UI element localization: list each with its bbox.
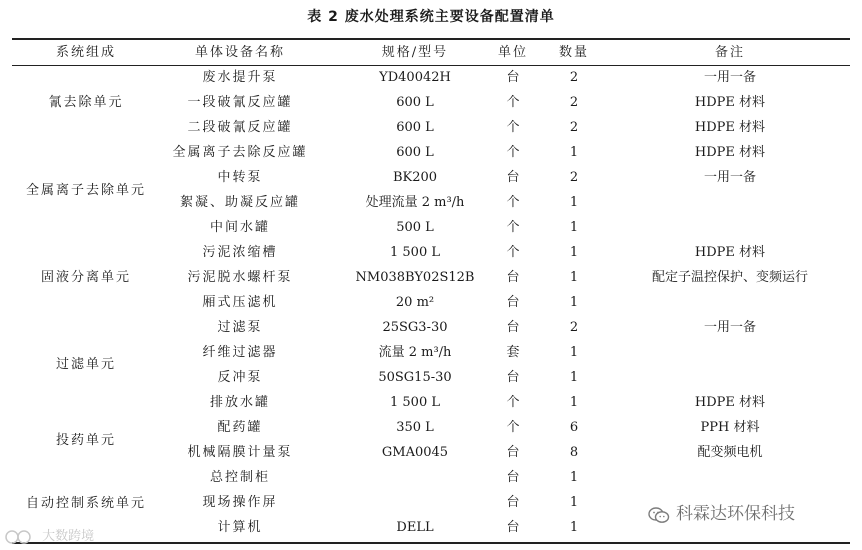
row-18-quantity: 1: [569, 495, 579, 510]
row-4-equipment-name: 全属离子去除反应罐: [172, 145, 308, 160]
row-18-unit: 台: [506, 495, 520, 510]
row-3-equipment-name: 二段破氰反应罐: [187, 120, 293, 135]
row-1-unit: 台: [506, 70, 520, 85]
row-19-quantity: 1: [569, 520, 579, 535]
row-17-equipment-name: 总控制柜: [209, 470, 270, 485]
row-10-unit: 台: [506, 295, 520, 310]
group-cyanide: 氰去除单元: [48, 95, 124, 110]
watermark-right-text: 科霖达环保科技: [676, 504, 795, 524]
row-16-equipment-name: 机械隔膜计量泵: [187, 445, 293, 460]
group-filtration: 过滤单元: [55, 357, 116, 372]
row-6-note: [610, 190, 850, 215]
row-5-note: 一用一备: [703, 170, 756, 185]
group-solid-liquid: 固液分离单元: [40, 270, 131, 285]
header-unit: 单位: [497, 45, 528, 60]
row-14-note: HDPE 材料: [694, 395, 766, 410]
row-18-equipment-name: 现场操作屏: [202, 495, 278, 510]
row-3-note: HDPE 材料: [694, 120, 766, 135]
header-qty: 数量: [558, 45, 589, 60]
row-2-unit: 个: [506, 95, 520, 110]
row-17-quantity: 1: [569, 470, 579, 485]
watermark-left: [4, 526, 94, 548]
row-2-equipment-name: 一段破氰反应罐: [187, 95, 293, 110]
row-15-spec: 350 L: [396, 420, 434, 435]
row-9-quantity: 1: [569, 270, 579, 285]
row-5-spec: BK200: [392, 170, 438, 185]
row-2-note: HDPE 材料: [694, 95, 766, 110]
row-7-note: [610, 215, 850, 240]
watermark-left-text: 大数跨境: [42, 529, 95, 544]
row-10-equipment-name: 厢式压滤机: [202, 295, 278, 310]
row-15-equipment-name: 配药罐: [217, 420, 263, 435]
row-13-spec: 50SG15-30: [378, 370, 452, 385]
table-title: 表 2 废水处理系统主要设备配置清单: [307, 9, 555, 25]
row-19-spec: DELL: [396, 520, 434, 535]
row-10-note: [610, 290, 850, 315]
row-4-quantity: 1: [569, 145, 579, 160]
row-4-unit: 个: [506, 145, 520, 160]
row-7-spec: 500 L: [396, 220, 434, 235]
row-1-quantity: 2: [569, 70, 579, 85]
row-15-quantity: 6: [569, 420, 579, 435]
row-6-equipment-name: 絮凝、助凝反应罐: [179, 195, 300, 210]
row-19-unit: 台: [506, 520, 520, 535]
bottom-rule: [12, 542, 850, 544]
row-13-unit: 台: [506, 370, 520, 385]
row-15-unit: 个: [506, 420, 520, 435]
row-11-spec: 25SG3-30: [382, 320, 448, 335]
row-17-unit: 台: [506, 470, 520, 485]
row-14-quantity: 1: [569, 395, 579, 410]
row-14-unit: 个: [506, 395, 520, 410]
row-12-note: [610, 340, 850, 365]
row-6-quantity: 1: [569, 195, 579, 210]
group-metal: 全属离子去除单元: [25, 183, 146, 198]
header-spec: 规格/型号: [381, 45, 449, 60]
row-12-unit: 套: [506, 345, 520, 360]
row-9-spec: NM038BY02S12B: [355, 270, 475, 285]
row-10-quantity: 1: [569, 295, 579, 310]
row-11-unit: 台: [506, 320, 520, 335]
row-8-unit: 个: [506, 245, 520, 260]
row-5-quantity: 2: [569, 170, 579, 185]
row-11-equipment-name: 过滤泵: [217, 320, 263, 335]
row-14-spec: 1 500 L: [390, 395, 440, 410]
row-2-quantity: 2: [569, 95, 579, 110]
row-8-spec: 1 500 L: [390, 245, 440, 260]
row-2-spec: 600 L: [396, 95, 434, 110]
row-16-quantity: 8: [569, 445, 579, 460]
row-7-equipment-name: 中间水罐: [209, 220, 270, 235]
row-3-spec: 600 L: [396, 120, 434, 135]
row-16-unit: 台: [506, 445, 520, 460]
header-equipment: 单体设备名称: [194, 45, 285, 60]
row-12-spec: 流量 2 m³/h: [378, 345, 452, 360]
row-15-note: PPH 材料: [700, 420, 760, 435]
row-5-equipment-name: 中转泵: [217, 170, 263, 185]
row-4-spec: 600 L: [396, 145, 434, 160]
group-control: 自动控制系统单元: [25, 496, 146, 511]
row-13-note: [610, 365, 850, 390]
row-9-equipment-name: 污泥脱水螺杆泵: [187, 270, 293, 285]
logo-icon: [4, 529, 42, 544]
row-16-note: 配变频电机: [697, 445, 763, 460]
row-5-unit: 台: [506, 170, 520, 185]
group-dosing: 投药单元: [55, 433, 116, 448]
row-3-quantity: 2: [569, 120, 579, 135]
row-7-unit: 个: [506, 220, 520, 235]
row-8-note: HDPE 材料: [694, 245, 766, 260]
header-note: 备注: [714, 45, 745, 60]
row-1-equipment-name: 废水提升泵: [202, 70, 278, 85]
row-14-equipment-name: 排放水罐: [209, 395, 270, 410]
row-16-spec: GMA0045: [381, 445, 449, 460]
row-13-quantity: 1: [569, 370, 579, 385]
row-12-quantity: 1: [569, 345, 579, 360]
row-3-unit: 个: [506, 120, 520, 135]
row-8-equipment-name: 污泥浓缩槽: [202, 245, 278, 260]
row-11-note: 一用一备: [703, 320, 756, 335]
row-9-unit: 台: [506, 270, 520, 285]
row-17-note: [610, 465, 850, 490]
row-9-note: 配定子温控保护、变频运行: [651, 270, 808, 285]
row-1-spec: YD40042H: [379, 70, 451, 85]
watermark-right: [648, 500, 795, 528]
row-1-note: 一用一备: [703, 70, 756, 85]
row-4-note: HDPE 材料: [694, 145, 766, 160]
row-6-unit: 个: [506, 195, 520, 210]
wechat-icon: [648, 505, 670, 523]
row-8-quantity: 1: [569, 245, 579, 260]
row-12-equipment-name: 纤维过滤器: [202, 345, 278, 360]
header-system: 系统组成: [55, 45, 116, 60]
row-11-quantity: 2: [569, 320, 579, 335]
row-10-spec: 20 m²: [395, 295, 435, 310]
row-13-equipment-name: 反冲泵: [217, 370, 263, 385]
row-7-quantity: 1: [569, 220, 579, 235]
row-6-spec: 处理流量 2 m³/h: [365, 195, 465, 210]
row-19-equipment-name: 计算机: [217, 520, 263, 535]
